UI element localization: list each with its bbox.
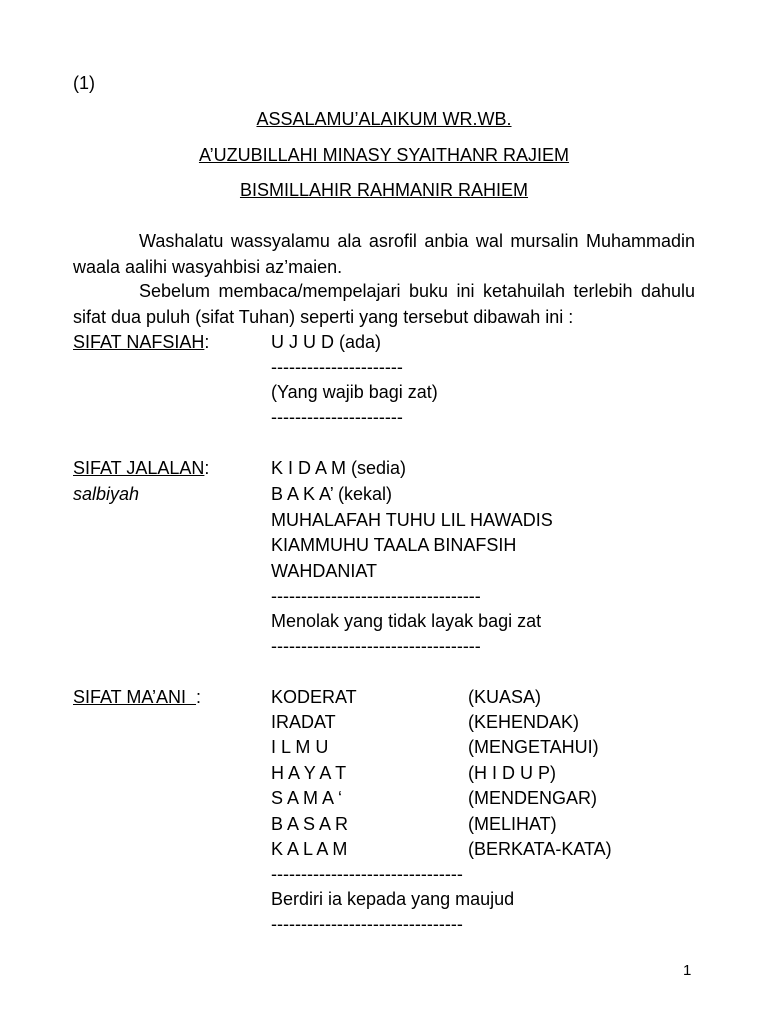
jalalan-label: SIFAT JALALAN [73,458,205,478]
heading-salam [0,107,768,133]
maani-item-meaning: (KUASA) [468,687,542,707]
nafsiah-divider-bottom: ---------------------- [271,407,403,427]
page-number: 1 [683,962,692,979]
nafsiah-note: (Yang wajib bagi zat) [271,382,438,402]
maani-note: Berdiri ia kepada yang maujud [271,889,515,909]
maani-item-meaning: (H I D U P) [468,763,556,783]
maani-item-name: H A Y A T [271,763,347,783]
maani-divider-top: -------------------------------- [271,864,463,884]
section-label-nafsiah [73,330,209,356]
jalalan-sublabel: salbiyah [73,484,140,504]
jalalan-item: B A K A’ (kekal) [271,484,393,504]
maani-item-name: K A L A M [271,839,348,859]
maani-item-meaning: (MENGETAHUI) [468,737,599,757]
nafsiah-item: U J U D (ada) [271,332,382,352]
nafsiah-colon: : [204,332,210,352]
jalalan-colon: : [204,458,210,478]
heading-bismillah-text: BISMILLAHIR RAHMANIR RAHIEM [239,180,529,200]
maani-divider-bottom: -------------------------------- [271,914,463,934]
maani-item-meaning: (BERKATA-KATA) [468,839,612,859]
maani-label: SIFAT MA’ANI [73,687,197,707]
jalalan-item: MUHALAFAH TUHU LIL HAWADIS [271,510,553,530]
heading-auzubillah-text: A’UZUBILLAHI MINASY SYAITHANR RAJIEM [198,145,570,165]
jalalan-item: KIAMMUHU TAALA BINAFSIH [271,535,517,555]
jalalan-note: Menolak yang tidak layak bagi zat [271,611,542,631]
maani-colon: : [196,687,202,707]
section-label-jalalan [73,456,209,482]
section-label-maani [73,685,201,711]
maani-item-name: IRADAT [271,712,336,732]
maani-item-name: I L M U [271,737,329,757]
page-marker: (1) [73,73,95,93]
jalalan-divider-bottom: ----------------------------------- [271,636,481,656]
jalalan-divider-top: ----------------------------------- [271,586,481,606]
nafsiah-divider-top: ---------------------- [271,357,403,377]
paragraph-salawat: Washalatu wassyalamu ala asrofil anbia wal mursalin Muhammadin waala aalihi wasyahbisi az’maien. [73,231,695,277]
jalalan-item: K I D A M (sedia) [271,458,407,478]
paragraph-intro: Sebelum membaca/mempelajari buku ini ketahuilah terlebih dahulu sifat dua puluh (sifat Tuhan) seperti yang tersebut dibawah ini : [73,281,695,327]
maani-item-name: B A S A R [271,814,349,834]
jalalan-item: WAHDANIAT [271,561,377,581]
heading-bismillah [0,178,768,204]
maani-item-name: S A M A ‘ [271,788,343,808]
heading-salam-text: ASSALAMU’ALAIKUM WR.WB. [256,109,512,129]
maani-item-meaning: (MENDENGAR) [468,788,597,808]
nafsiah-label: SIFAT NAFSIAH [73,332,205,352]
heading-auzubillah [0,143,768,169]
maani-item-meaning: (KEHENDAK) [468,712,580,732]
maani-item-name: KODERAT [271,687,357,707]
maani-item-meaning: (MELIHAT) [468,814,557,834]
